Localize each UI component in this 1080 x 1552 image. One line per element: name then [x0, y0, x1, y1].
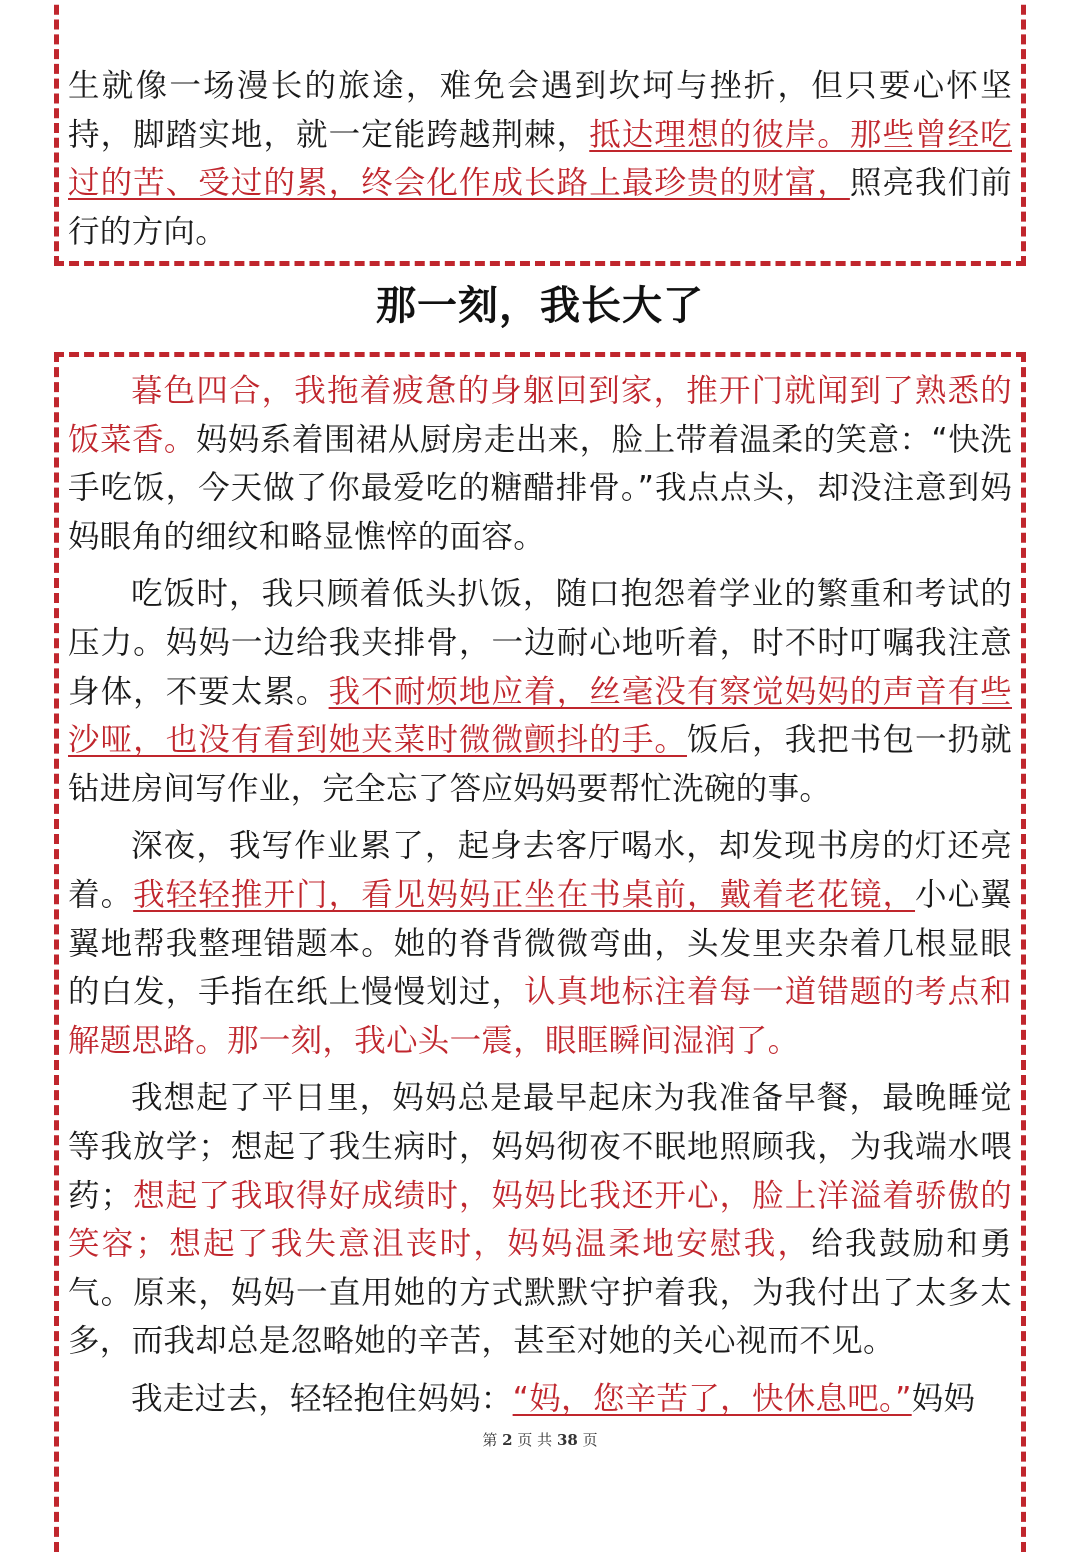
essay-paragraph-1 — [68, 367, 1012, 561]
intro-underlined-highlight: 抵达理想的彼岸。那些曾经吃过的苦、受过的累，终会化作成长路上最珍贵的财富， — [68, 116, 1012, 202]
plain-text: 我走过去，轻轻抱住妈妈： — [131, 1380, 513, 1417]
intro-text-block — [68, 62, 1012, 256]
plain-text: 吃饭时，我只顾着低头扒饭，随口抱怨着学业的繁重和考试的压力。妈妈一边给我夹排骨，一边耐心地听着，时不时叮嘱我注意身体，不要太累。 — [68, 576, 1012, 710]
plain-text: 妈妈系着围裙从厨房走出来，脸上带着温柔的笑意：“快洗手吃饭，今天做了你最爱吃的糖醋排骨。”我点点头，却没注意到妈妈眼角的细纹和略显憔悴的面容。 — [68, 421, 1013, 555]
footer-prefix: 第 — [482, 1431, 498, 1449]
underlined-highlight: “妈，您辛苦了，快休息吧。” — [512, 1380, 912, 1417]
plain-text: 妈妈 — [911, 1380, 976, 1417]
page-number: 2 — [502, 1431, 513, 1449]
highlight-red: 认真地标注着每一道错题的考点和解题思路。那一刻，我心头一震，眼眶瞬间湿润了。 — [68, 974, 1012, 1059]
essay-paragraph-2 — [68, 570, 1012, 813]
plain-text: 给我鼓励和勇气。原来，妈妈一直用她的方式默默守护着我，为我付出了太多太多，而我却总是忽略她的辛苦，甚至对她的关心视而不见。 — [68, 1226, 1012, 1360]
essay-text-block — [68, 367, 1012, 1423]
underlined-highlight: 我不耐烦地应着，丝毫没有察觉妈妈的声音有些沙哑，也没有看到她夹菜时微微颤抖的手。 — [68, 673, 1012, 759]
page-footer — [0, 1428, 1080, 1452]
essay-dashed-frame — [54, 352, 1026, 1552]
essay-paragraph-3 — [68, 822, 1012, 1065]
intro-dashed-frame — [54, 0, 1026, 266]
intro-sentence-3: 照亮我们前行的方向。 — [68, 165, 1012, 250]
essay-paragraph-4 — [68, 1074, 1012, 1366]
underlined-highlight: 我轻轻推开门，看见妈妈正坐在书桌前，戴着老花镜， — [133, 876, 916, 913]
highlight-red: 想起了我取得好成绩时，妈妈比我还开心，脸上洋溢着骄傲的笑容；想起了我失意沮丧时，妈妈温柔地安慰我， — [68, 1177, 1012, 1263]
essay-paragraph-5 — [68, 1375, 1012, 1424]
plain-text: 饭后，我把书包一扔就钻进房间写作业，完全忘了答应妈妈要帮忙洗碗的事。 — [68, 722, 1012, 807]
plain-text: 深夜，我写作业累了，起身去客厅喝水，却发现书房的灯还亮着。 — [68, 828, 1012, 913]
plain-text: 小心翼翼地帮我整理错题本。她的脊背微微弯曲，头发里夹杂着几根显眼的白发，手指在纸上慢慢划过， — [68, 876, 1012, 1011]
intro-sentence-1: 生就像一场漫长的旅途，难免会遇到坎坷与挫折，但只要心怀坚持，脚踏实地，就一定能跨越荆棘， — [68, 68, 1012, 153]
footer-middle: 页 共 — [517, 1431, 553, 1449]
plain-text: 我想起了平日里，妈妈总是最早起床为我准备早餐，最晚睡觉等我放学；想起了我生病时，妈妈彻夜不眠地照顾我，为我端水喂药； — [68, 1080, 1012, 1214]
essay-title: 那一刻，我长大了 — [376, 283, 704, 329]
page-total: 38 — [556, 1431, 578, 1449]
highlight-red: 暮色四合，我拖着疲惫的身躯回到家，推开门就闻到了熟悉的饭菜香。 — [68, 373, 1012, 458]
intro-paragraph — [68, 62, 1012, 256]
footer-suffix: 页 — [582, 1431, 598, 1449]
